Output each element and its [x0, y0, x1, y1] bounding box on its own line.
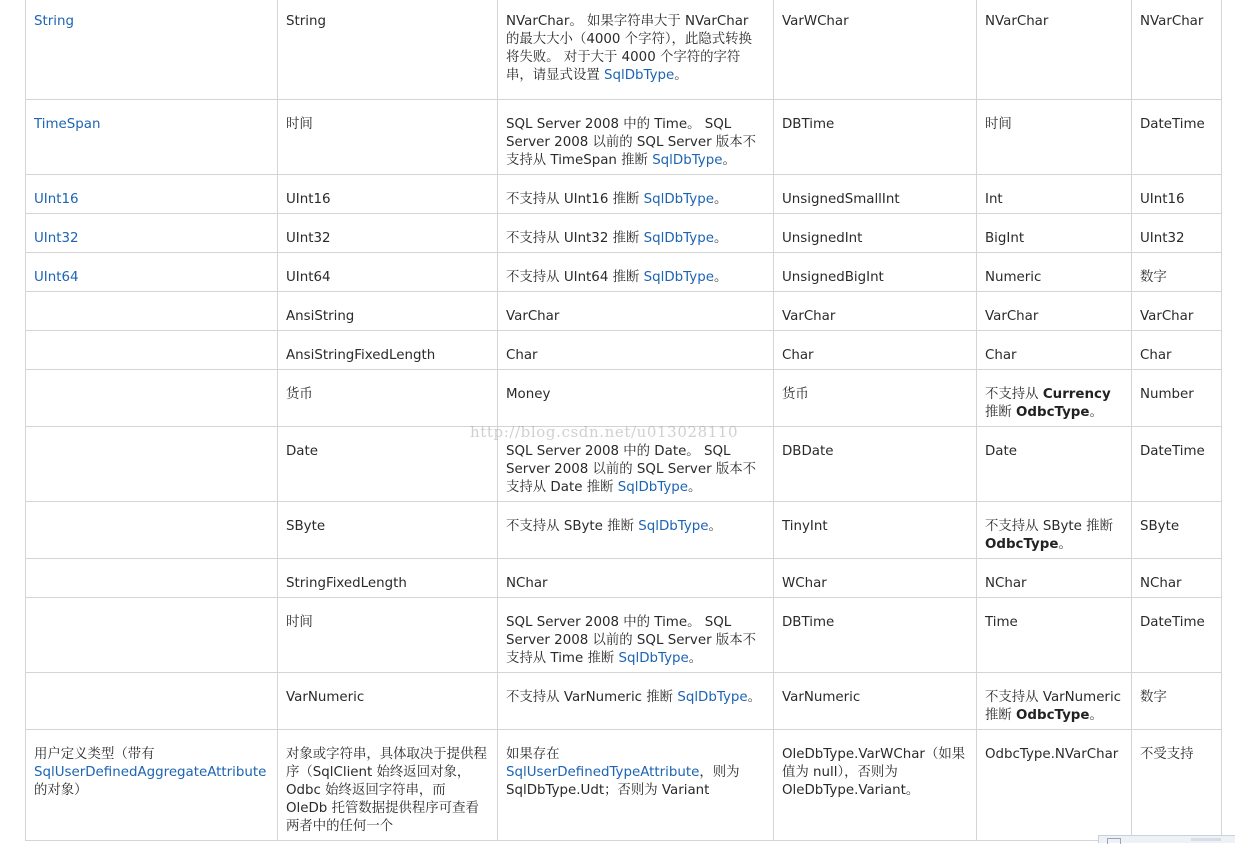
type-mapping-table: [25, 0, 1222, 841]
table-row: Date SQL Server 2008 中的 Date。 SQL Server 2008 以前的 SQL Server 版本不支持从 Date 推断 SqlDbType。 DBDate Date DateTime: [26, 427, 1222, 502]
table-row: TimeSpan 时间 SQL Server 2008 中的 Time。 SQL Server 2008 以前的 SQL Server 版本不支持从 TimeSpan 推断 SqlDbType。 DBTime 时间 DateTime: [26, 100, 1222, 175]
table-row: UInt32 UInt32 不支持从 UInt32 推断 SqlDbType。 UnsignedInt BigInt UInt32: [26, 214, 1222, 253]
sqldbtype-link[interactable]: SqlDbType: [643, 270, 714, 285]
type-link[interactable]: UInt16: [34, 192, 79, 207]
table-row: 用户定义类型（带有 SqlUserDefinedAggregateAttribute 的对象） 对象或字符串，具体取决于提供程序（SqlClient 始终返回对象，Odbc 始终返回字符串，而 OleDb 托管数据提供程序可查看两者中的任何一个 如果存在 SqlUserDefinedTypeAttribute，则为 SqlDbType.Udt；否则为 Variant OleDbType.VarWChar（如果值为 null），否则为 OleDbType.Variant。 OdbcType.NVarChar 不受支持: [26, 730, 1222, 841]
table-row: UInt16 UInt16 不支持从 UInt16 推断 SqlDbType。 UnsignedSmallInt Int UInt16: [26, 175, 1222, 214]
sqldbtype-link[interactable]: SqlDbType: [618, 651, 689, 666]
sqldbtype-link[interactable]: SqlDbType: [643, 192, 714, 207]
sqldbtype-link[interactable]: SqlDbType: [677, 690, 748, 705]
udt-attribute-link[interactable]: SqlUserDefinedTypeAttribute: [506, 765, 700, 780]
aggregate-attribute-link[interactable]: SqlUserDefinedAggregateAttribute: [34, 765, 267, 780]
table-row: AnsiString VarChar VarChar VarChar VarChar: [26, 292, 1222, 331]
sqldbtype-link[interactable]: SqlDbType: [638, 519, 709, 534]
sqldbtype-link[interactable]: SqlDbType: [643, 231, 714, 246]
table-row: 货币 Money 货币 不支持从 Currency 推断 OdbcType。 Number: [26, 370, 1222, 427]
type-link[interactable]: String: [34, 14, 74, 29]
type-link[interactable]: TimeSpan: [34, 117, 101, 132]
sqldbtype-link[interactable]: SqlDbType: [617, 480, 689, 495]
type-link[interactable]: UInt32: [34, 231, 79, 246]
sqldbtype-link[interactable]: SqlDbType: [604, 68, 675, 83]
table-row: String String NVarChar。 如果字符串大于 NVarChar 的最大大小（4000 个字符），此隐式转换将失败。 对于大于 4000 个字符的字符串，请显式设置 SqlDbType。 VarWChar NVarChar NVarChar: [26, 0, 1222, 100]
sqldbtype-link[interactable]: SqlDbType: [652, 153, 723, 168]
table-row: VarNumeric 不支持从 VarNumeric 推断 SqlDbType。 VarNumeric 不支持从 VarNumeric 推断 OdbcType。 数字: [26, 673, 1222, 730]
table-row: SByte 不支持从 SByte 推断 SqlDbType。 TinyInt 不支持从 SByte 推断 OdbcType。 SByte: [26, 502, 1222, 559]
table-row: StringFixedLength NChar WChar NChar NChar: [26, 559, 1222, 598]
watermark: http://blog.csdn.net/u013028110: [470, 423, 739, 441]
type-link[interactable]: UInt64: [34, 270, 79, 285]
table-row: AnsiStringFixedLength Char Char Char Char: [26, 331, 1222, 370]
table-row: 时间 SQL Server 2008 中的 Time。 SQL Server 2008 以前的 SQL Server 版本不支持从 Time 推断 SqlDbType。 DBTime Time DateTime: [26, 598, 1222, 673]
table-row: UInt64 UInt64 不支持从 UInt64 推断 SqlDbType。 UnsignedBigInt Numeric 数字: [26, 253, 1222, 292]
